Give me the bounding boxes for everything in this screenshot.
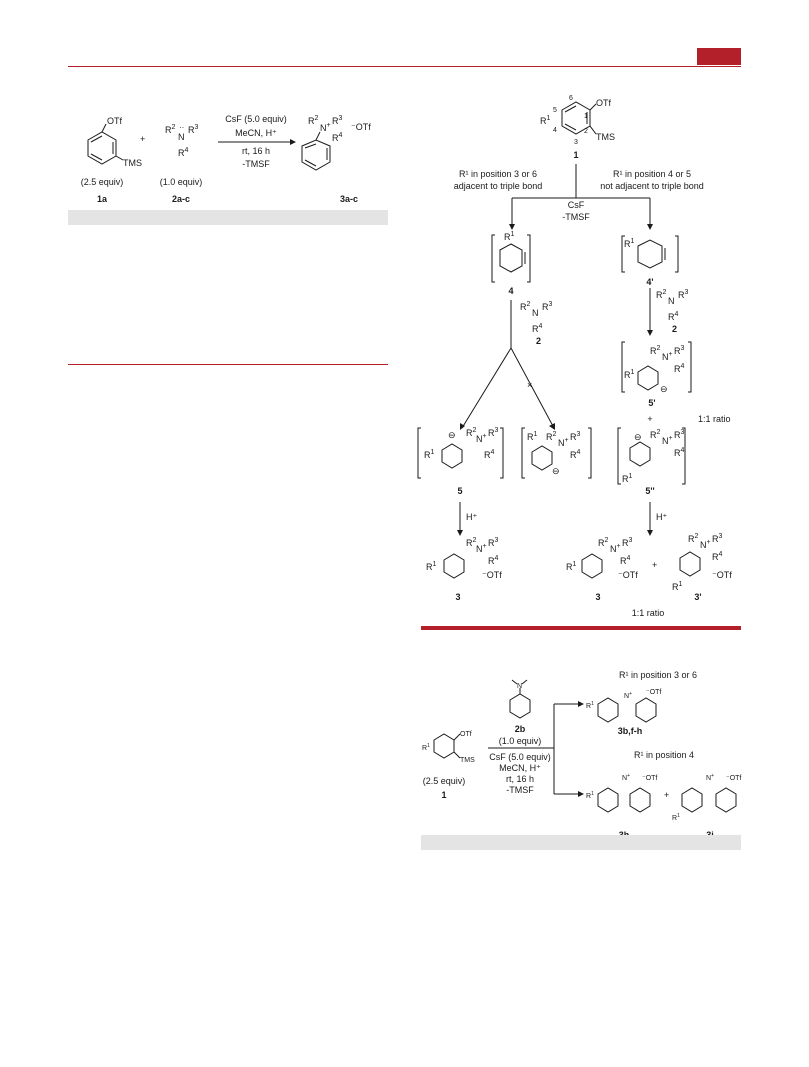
reaction-arrow bbox=[218, 114, 296, 169]
svg-text:OTf: OTf bbox=[596, 98, 611, 108]
svg-text:R4: $R^4$ bbox=[488, 555, 499, 566]
scheme-2-bottom-rule bbox=[421, 626, 741, 630]
svg-text:N+: N+ bbox=[700, 539, 711, 550]
svg-text:R1: $R^1$ bbox=[566, 561, 577, 572]
svg-text:⊖: ⊖ bbox=[552, 466, 560, 476]
svg-text:⁻OTf: ⁻OTf bbox=[482, 570, 502, 580]
svg-text:R1: $R^1$ bbox=[586, 791, 594, 800]
svg-text:R4: $R^4$ bbox=[620, 555, 631, 566]
svg-text:4: 4 bbox=[553, 127, 557, 134]
svg-text:(2.5 equiv): (2.5 equiv) bbox=[80, 177, 124, 187]
svg-text:R2: $R^2$ bbox=[165, 124, 176, 135]
svg-text:N: N bbox=[668, 296, 675, 306]
svg-text:N+: N+ bbox=[476, 433, 487, 444]
svg-text:R3: $R^3$ bbox=[674, 429, 685, 440]
svg-text:⁻OTf: ⁻OTf bbox=[618, 570, 638, 580]
svg-text:H⁺: H⁺ bbox=[656, 512, 668, 522]
product-3h bbox=[586, 773, 657, 840]
svg-text:N+: N+ bbox=[706, 773, 714, 782]
header-rule bbox=[68, 66, 741, 67]
svg-text:R1: $R^1$ bbox=[624, 369, 635, 380]
svg-text:R1: $R^1$ bbox=[624, 238, 635, 249]
svg-text:2: 2 bbox=[672, 324, 678, 334]
svg-text:R3: $R^3$ bbox=[188, 124, 199, 135]
svg-text:⊖: ⊖ bbox=[634, 432, 642, 442]
svg-text:1:1 ratio: 1:1 ratio bbox=[631, 608, 665, 618]
substituted-aryne-precursor-1 bbox=[540, 95, 615, 160]
svg-text:N+: N+ bbox=[624, 691, 632, 700]
svg-text:5': 5' bbox=[648, 398, 656, 408]
svg-text:R1: $R^1$ bbox=[422, 743, 430, 752]
svg-text:R1: $R^1$ bbox=[672, 813, 680, 822]
svg-text:R1: $R^1$ bbox=[540, 115, 551, 126]
svg-text:-TMSF: -TMSF bbox=[562, 212, 590, 222]
svg-text:R3: $R^3$ bbox=[712, 533, 723, 544]
section-divider bbox=[68, 364, 388, 365]
substituted-aryne-precursor bbox=[422, 731, 475, 800]
svg-text:4': 4' bbox=[646, 277, 654, 287]
svg-text:-TMSF: -TMSF bbox=[242, 159, 270, 169]
aryne-precursor-1a bbox=[88, 116, 142, 168]
svg-text:R¹ in position 3 or 6: R¹ in position 3 or 6 bbox=[458, 169, 538, 179]
svg-text:5'': 5'' bbox=[645, 486, 655, 496]
svg-text:N+: N+ bbox=[662, 435, 673, 446]
svg-text:R3: $R^3$ bbox=[332, 115, 343, 126]
svg-text:not adjacent to triple bond: not adjacent to triple bond bbox=[600, 181, 704, 191]
product-3-middle bbox=[566, 537, 638, 602]
svg-text:1: 1 bbox=[441, 790, 447, 800]
svg-text:(1.0 equiv): (1.0 equiv) bbox=[498, 736, 542, 746]
plus-sign: + bbox=[140, 134, 146, 144]
otf-label: OTf bbox=[107, 116, 122, 126]
svg-text:R3: $R^3$ bbox=[570, 431, 581, 442]
svg-text:R4: $R^4$ bbox=[332, 132, 343, 143]
aryne-intermediate-4 bbox=[492, 231, 530, 296]
scheme-1-caption-band bbox=[68, 210, 388, 225]
svg-text:⊖: ⊖ bbox=[448, 430, 456, 440]
svg-text:R1: $R^1$ bbox=[424, 449, 435, 460]
svg-text:R4: $R^4$ bbox=[712, 551, 723, 562]
scheme-1 bbox=[68, 110, 398, 220]
svg-text:··: ·· bbox=[179, 123, 185, 132]
svg-text:2b: 2b bbox=[514, 724, 526, 734]
svg-text:-TMSF: -TMSF bbox=[506, 785, 534, 795]
svg-text:+: + bbox=[664, 790, 670, 800]
svg-text:rt, 16 h: rt, 16 h bbox=[505, 774, 535, 784]
svg-text:1a: 1a bbox=[96, 194, 108, 204]
svg-text:(2.5 equiv): (2.5 equiv) bbox=[422, 776, 466, 786]
amine-2 bbox=[165, 123, 199, 158]
header-accent-bar bbox=[697, 48, 741, 65]
svg-text:MeCN, H⁺: MeCN, H⁺ bbox=[499, 763, 541, 773]
svg-text:R3: $R^3$ bbox=[622, 537, 633, 548]
svg-text:1: 1 bbox=[584, 113, 588, 120]
zwitterion-5-prime bbox=[622, 342, 691, 408]
svg-text:R1: $R^1$ bbox=[504, 231, 515, 242]
scheme-2 bbox=[412, 90, 742, 620]
zwitterion-ortho bbox=[522, 428, 591, 478]
svg-text:rt, 16 h: rt, 16 h bbox=[241, 146, 271, 156]
svg-text:1:1 ratio: 1:1 ratio bbox=[698, 414, 731, 424]
svg-text:N+: N+ bbox=[662, 351, 673, 362]
svg-text:N: N bbox=[178, 132, 185, 142]
zwitterion-5 bbox=[418, 427, 503, 496]
svg-text:OTf: OTf bbox=[460, 731, 472, 738]
svg-text:R¹ in position 4: R¹ in position 4 bbox=[633, 750, 695, 760]
svg-text:R¹ in position 3 or 6: R¹ in position 3 or 6 bbox=[618, 670, 698, 680]
svg-text:3: 3 bbox=[455, 592, 461, 602]
aryne-intermediate-4-prime bbox=[622, 236, 678, 287]
svg-text:adjacent to triple bond: adjacent to triple bond bbox=[453, 181, 543, 191]
svg-text:3b,f-h: 3b,f-h bbox=[617, 726, 643, 736]
scheme-3 bbox=[420, 668, 750, 858]
svg-text:R4: $R^4$ bbox=[570, 449, 581, 460]
svg-text:⁻OTf: ⁻OTf bbox=[646, 689, 662, 696]
svg-text:⁻OTf: ⁻OTf bbox=[351, 122, 371, 132]
svg-text:⁻OTf: ⁻OTf bbox=[726, 775, 742, 782]
svg-text:5: 5 bbox=[553, 107, 557, 114]
svg-text:3': 3' bbox=[694, 592, 702, 602]
svg-text:5: 5 bbox=[457, 486, 463, 496]
svg-text:N+: N+ bbox=[610, 543, 621, 554]
svg-text:N+: N+ bbox=[558, 437, 569, 448]
svg-text:2a-c: 2a-c bbox=[171, 194, 191, 204]
svg-text:MeCN, H⁺: MeCN, H⁺ bbox=[235, 128, 277, 138]
svg-text:R2: $R^2$ bbox=[650, 429, 661, 440]
svg-text:⊖: ⊖ bbox=[660, 384, 668, 394]
product-3i bbox=[672, 773, 741, 840]
svg-text:R4: $R^4$ bbox=[532, 323, 543, 334]
svg-text:H⁺: H⁺ bbox=[466, 512, 478, 522]
svg-text:TMS: TMS bbox=[596, 132, 615, 142]
svg-text:R2: $R^2$ bbox=[308, 115, 319, 126]
svg-text:N+: N+ bbox=[320, 122, 331, 133]
amine-2b bbox=[499, 680, 542, 746]
svg-text:⁻OTf: ⁻OTf bbox=[642, 775, 658, 782]
svg-text:TMS: TMS bbox=[460, 757, 475, 764]
svg-text:N: N bbox=[532, 308, 539, 318]
svg-text:2: 2 bbox=[536, 336, 542, 346]
svg-text:R1: $R^1$ bbox=[586, 701, 594, 710]
svg-text:R4: $R^4$ bbox=[178, 147, 189, 158]
product-3b-f-h bbox=[586, 689, 661, 736]
zwitterion-5-double-prime bbox=[618, 428, 685, 496]
svg-text:R¹ in position 4 or 5: R¹ in position 4 or 5 bbox=[612, 169, 692, 179]
tms-label: TMS bbox=[123, 158, 142, 168]
svg-text:R3: $R^3$ bbox=[488, 537, 499, 548]
svg-text:R3: $R^3$ bbox=[488, 427, 499, 438]
svg-text:R3: $R^3$ bbox=[542, 301, 553, 312]
svg-text:R3: $R^3$ bbox=[674, 345, 685, 356]
svg-text:R4: $R^4$ bbox=[674, 363, 685, 374]
svg-text:R2: $R^2$ bbox=[650, 345, 661, 356]
svg-text:R4: $R^4$ bbox=[668, 311, 679, 322]
svg-text:R1: $R^1$ bbox=[426, 561, 437, 572]
svg-text:3a-c: 3a-c bbox=[339, 194, 359, 204]
svg-text:R1: $R^1$ bbox=[672, 581, 683, 592]
svg-text:R4: $R^4$ bbox=[484, 449, 495, 460]
svg-text:R1: $R^1$ bbox=[622, 473, 633, 484]
svg-text:R2: $R^2$ bbox=[466, 537, 477, 548]
ammonium-product-3 bbox=[302, 115, 371, 170]
svg-text:1: 1 bbox=[573, 150, 579, 160]
svg-text:CsF (5.0 equiv): CsF (5.0 equiv) bbox=[489, 752, 551, 762]
svg-text:N: N bbox=[517, 683, 523, 690]
svg-text:CsF: CsF bbox=[567, 200, 585, 210]
svg-text:×: × bbox=[527, 380, 533, 390]
svg-text:R1: $R^1$ bbox=[527, 431, 538, 442]
svg-text:(1.0 equiv): (1.0 equiv) bbox=[159, 177, 203, 187]
svg-text:4: 4 bbox=[508, 286, 514, 296]
svg-text:2: 2 bbox=[584, 128, 588, 135]
scheme-3-caption-band bbox=[421, 835, 741, 850]
svg-text:⁻OTf: ⁻OTf bbox=[712, 570, 732, 580]
svg-text:R2: $R^2$ bbox=[466, 427, 477, 438]
svg-text:6: 6 bbox=[569, 95, 573, 102]
svg-text:R2: $R^2$ bbox=[656, 289, 667, 300]
svg-text:3: 3 bbox=[574, 139, 578, 146]
svg-text:R2: $R^2$ bbox=[598, 537, 609, 548]
svg-text:N+: N+ bbox=[476, 543, 487, 554]
svg-text:R2: $R^2$ bbox=[520, 301, 531, 312]
svg-text:N+: N+ bbox=[622, 773, 630, 782]
svg-text:+: + bbox=[647, 414, 653, 424]
svg-text:R3: $R^3$ bbox=[678, 289, 689, 300]
svg-text:3: 3 bbox=[595, 592, 601, 602]
svg-text:+: + bbox=[652, 560, 658, 570]
svg-text:CsF (5.0 equiv): CsF (5.0 equiv) bbox=[225, 114, 287, 124]
svg-text:R2: $R^2$ bbox=[546, 431, 557, 442]
product-3-prime bbox=[672, 533, 732, 602]
product-3-left bbox=[426, 537, 502, 602]
svg-text:R2: $R^2$ bbox=[688, 533, 699, 544]
svg-text:R4: $R^4$ bbox=[674, 447, 685, 458]
